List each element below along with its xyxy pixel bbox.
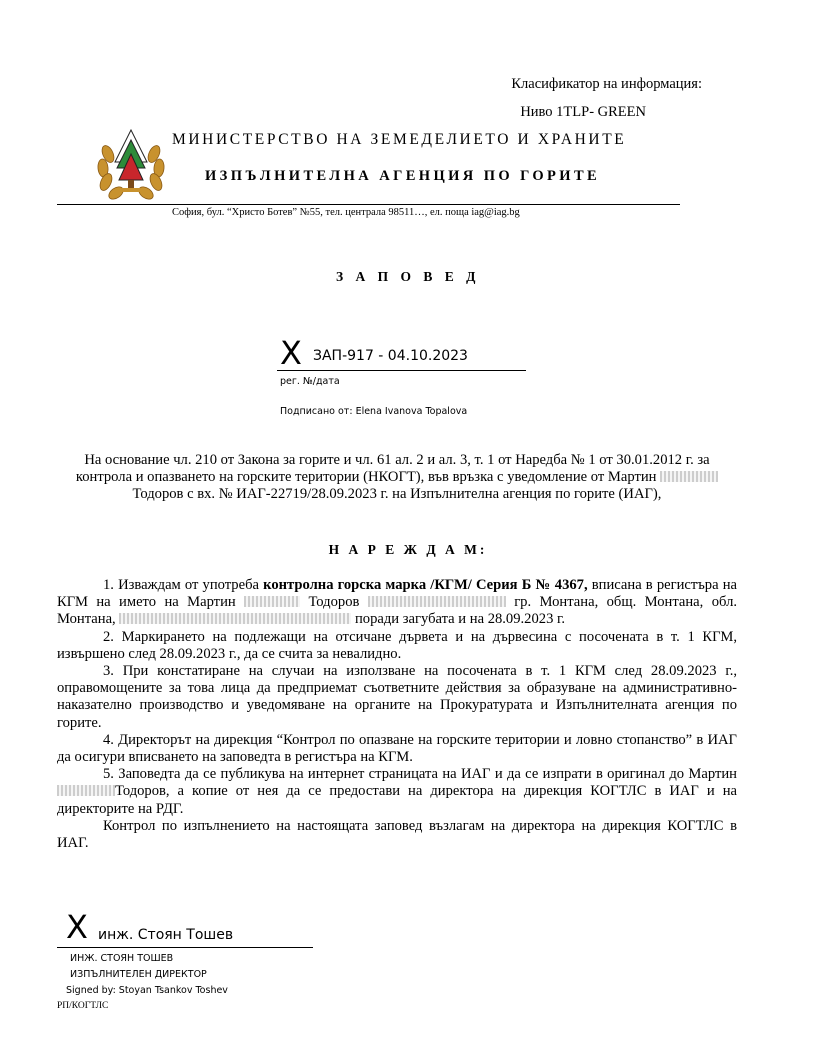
signature-name: инж. Стоян Тошев — [98, 927, 234, 943]
signature-printed-name: ИНЖ. СТОЯН ТОШЕВ — [70, 953, 174, 964]
signature-mark: X — [66, 908, 88, 946]
redacted-middle-name — [660, 471, 718, 482]
agency-address: София, бул. “Христо Ботев” №55, тел. централа 98511…, ел. поща iag@iag.bg — [172, 207, 520, 218]
control-paragraph: Контрол по изпълнението на настоящата заповед възлагам на директора на дирекция КОГТЛС в ИАГ. — [57, 817, 737, 852]
item1-text-a: 1. Изваждам от употреба — [103, 577, 264, 593]
order-heading: Н А Р Е Ж Д А М: — [328, 542, 488, 557]
redacted-middle-name — [244, 596, 300, 607]
document-initials: РП/КОГТЛС — [57, 1001, 109, 1011]
redacted-address — [119, 613, 351, 624]
classification-label: Класификатор на информация: — [511, 76, 702, 92]
item1-text-b: вписана в регистъра на КГМ на името на Мартин — [57, 577, 737, 611]
classification-level: Ниво 1TLP- GREEN — [520, 104, 646, 120]
item5-text-b: Тодоров, а копие от нея да се предостави на директора на дирекция КОГТЛС в ИАГ и на директорите на РДГ. — [57, 783, 737, 817]
order-items — [57, 577, 737, 852]
redacted-middle-name — [57, 785, 115, 796]
document-title: З А П О В Е Д — [336, 269, 480, 284]
redacted-personal-id — [368, 596, 506, 607]
intro-paragraph — [57, 452, 737, 504]
order-item-3: 3. При констатиране на случаи на използване на посочената в т. 1 КГМ след 28.09.2023 г., оправомощените за това лица да предприемат съответните действия за образуване на административно-наказателно производство и уведомяване на органите на Прокуратурата и Изпълнителната агенция по горите. — [57, 663, 737, 731]
registration-mark: X — [280, 334, 302, 372]
intro-text-after-name: Тодоров с вх. № ИАГ-22719/28.09.2023 г. на Изпълнителна агенция по горите (ИАГ), — [132, 486, 662, 503]
item5-text-a: 5. Заповедта да се публикува на интернет страницата на ИАГ и да се изпрати в оригинал до Мартин — [103, 766, 737, 783]
item1-text-d: гр. Монтана, общ. Монтана, обл. Монтана, — [57, 594, 737, 628]
forest-agency-emblem-icon — [94, 124, 168, 202]
agency-name: ИЗПЪЛНИТЕЛНА АГЕНЦИЯ ПО ГОРИТЕ — [205, 168, 601, 184]
signature-position: ИЗПЪЛНИТЕЛЕН ДИРЕКТОР — [70, 969, 207, 980]
signature-signed-by: Signed by: Stoyan Tsankov Toshev — [66, 985, 228, 996]
order-item-5 — [57, 766, 737, 818]
registration-signed-by: Подписано от: Elena Ivanova Topalova — [280, 406, 468, 417]
signature-line — [57, 947, 313, 948]
item1-text-c: Тодоров — [300, 594, 368, 611]
order-item-4: 4. Директорът на дирекция “Контрол по опазване на горските територии и ловно стопанство” в ИАГ да осигури вписването на заповедта в регистъра на КГМ. — [57, 731, 737, 766]
registration-label: рег. №/дата — [280, 376, 340, 387]
registration-number: ЗАП-917 - 04.10.2023 — [313, 348, 468, 364]
header-divider — [57, 204, 680, 205]
order-item-1 — [57, 577, 737, 629]
order-item-2: 2. Маркирането на подлежащи на отсичане дървета и на дървесина с посочената в т. 1 КГМ, извършено след 28.09.2023 г., да се счита за невалидно. — [57, 628, 737, 662]
item1-text-e: поради загубата и на 28.09.2023 г. — [351, 611, 565, 628]
intro-text-before-name: На основание чл. 210 от Закона за горите и чл. 61 ал. 2 и ал. 3, т. 1 от Наредба № 1 от 30.01.2012 г. за контрола и опазването на горските територии (НКОГТ), във връзка с уведомление от Мартин — [75, 452, 710, 486]
item1-mark-id: контролна горска марка /КГМ/ Серия Б № 4367, — [263, 577, 588, 593]
registration-line — [277, 370, 526, 371]
ministry-name: МИНИСТЕРСТВО НА ЗЕМЕДЕЛИЕТО И ХРАНИТЕ — [172, 131, 627, 148]
